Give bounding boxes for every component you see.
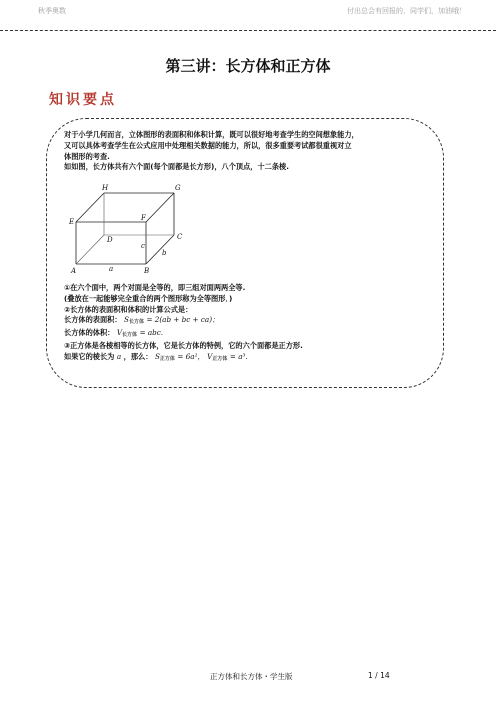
header-right: 付出总会有回报的，同学们，加油哦！ <box>347 7 466 15</box>
area-label: 长方体的表面积： <box>64 315 122 325</box>
page-title: 第三讲：长方体和正方体 <box>165 57 331 75</box>
cuboid-figure <box>64 178 204 276</box>
vertex-A: A <box>71 267 77 275</box>
vertex-C: C <box>177 233 183 241</box>
section-heading: 知识要点 <box>49 92 117 108</box>
volume-label: 长方体的体积： <box>64 328 115 338</box>
header-left: 秋季奥数 <box>38 7 66 15</box>
intro-text <box>64 130 434 173</box>
cube-area-subscript: 正方体 <box>159 355 175 362</box>
intro-line: 又可以具体考查学生在公式应用中处理相关数据的能力，所以，很多重要考试都很重视对立 <box>64 140 352 150</box>
edge-label-c: c <box>141 242 145 250</box>
vertex-E: E <box>69 218 75 226</box>
area-expression: = 2(ab + bc + ca)； <box>146 315 220 325</box>
volume-subscript: 长方体 <box>122 332 138 339</box>
point-1: ①在六个面中，两个对面是全等的，即三组对面两两全等. <box>64 283 246 292</box>
intro-line: 对于小学几何而言，立体图形的表面积和体积计算，既可以很好地考查学生的空间想象能力， <box>64 130 359 139</box>
edge-label-a: a <box>109 265 114 273</box>
footer-title: 正方体和长方体・学生版 <box>210 672 293 681</box>
cube-mid: ，那么： <box>123 351 153 361</box>
point-1-note: (叠放在一起能够完全重合的两个图形称为全等图形．) <box>64 293 233 303</box>
header-divider <box>0 30 496 31</box>
edge-label-b: b <box>162 249 167 257</box>
cube-prefix: 如果它的棱长为 <box>64 351 115 361</box>
vertex-G: G <box>175 184 181 192</box>
point-3: ③正方体是各棱相等的长方体，它是长方体的特例，它的六个面都是正方形. <box>64 340 303 350</box>
area-subscript: 长方体 <box>128 319 144 326</box>
area-formula <box>64 315 434 328</box>
cube-volume-symbol: V <box>207 351 213 361</box>
cube-volume-expression: = a³． <box>229 351 253 361</box>
point-2: ②长方体的表面积和体积的计算公式是： <box>64 304 193 314</box>
cuboid-diagram <box>64 178 204 276</box>
vertex-F: F <box>141 214 146 222</box>
vertex-D: D <box>107 236 113 244</box>
intro-line: 体图形的考查. <box>64 151 110 161</box>
cube-volume-subscript: 正方体 <box>212 355 228 362</box>
volume-symbol: V <box>116 328 123 338</box>
area-symbol: S <box>124 315 129 325</box>
volume-formula <box>64 328 434 341</box>
formula-text <box>64 283 434 365</box>
cube-area-expression: = 6a²， <box>177 351 205 361</box>
figure-intro: 如如图，长方体共有六个面(每个面都是长方形)，八个顶点，十二条棱. <box>64 162 289 172</box>
volume-expression: = abc． <box>139 328 168 338</box>
vertex-H: H <box>102 184 109 192</box>
cube-formula <box>64 352 434 365</box>
vertex-B: B <box>144 267 150 275</box>
page-number: 1 / 14 <box>368 671 390 680</box>
cube-area-symbol: S <box>154 351 160 361</box>
cube-variable: a <box>116 351 122 361</box>
